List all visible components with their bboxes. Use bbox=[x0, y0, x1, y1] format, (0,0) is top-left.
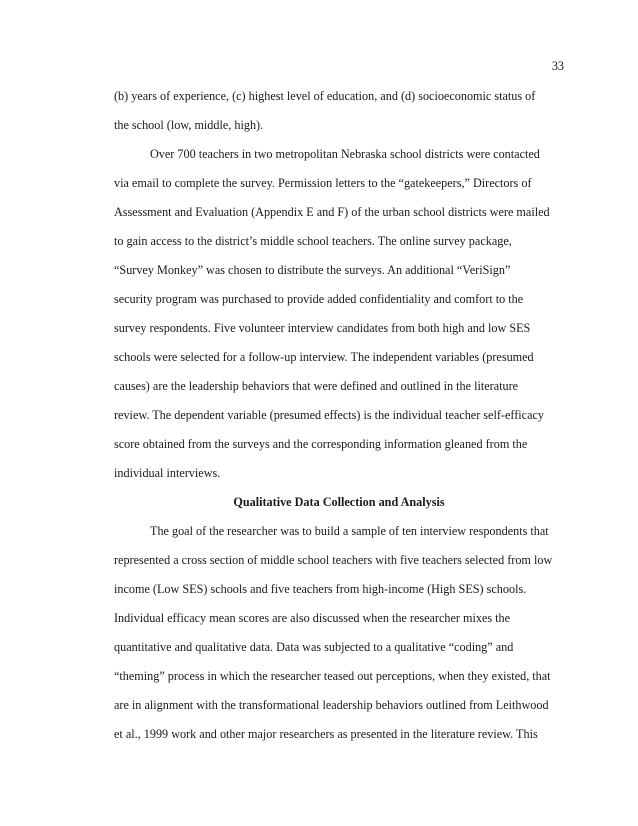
section-heading: Qualitative Data Collection and Analysis bbox=[233, 495, 445, 509]
text-line: quantitative and qualitative data. Data was subjected to a qualitative “coding” and bbox=[114, 640, 514, 654]
text-line: (b) years of experience, (c) highest level of education, and (d) socioeconomic status of bbox=[114, 89, 536, 103]
text-line: score obtained from the surveys and the corresponding information gleaned from the bbox=[114, 437, 528, 451]
text-line: Individual efficacy mean scores are also discussed when the researcher mixes the bbox=[114, 611, 511, 625]
text-line: schools were selected for a follow-up interview. The independent variables (presumed bbox=[114, 350, 534, 364]
text-line: et al., 1999 work and other major researchers as presented in the literature review. This bbox=[114, 727, 538, 741]
text-line: causes) are the leadership behaviors that were defined and outlined in the literature bbox=[114, 379, 519, 393]
text-line: represented a cross section of middle school teachers with five teachers selected from low bbox=[114, 553, 553, 567]
text-line: the school (low, middle, high). bbox=[114, 118, 264, 132]
text-line: survey respondents. Five volunteer interview candidates from both high and low SES bbox=[114, 321, 531, 335]
text-line: review. The dependent variable (presumed effects) is the individual teacher self-efficacy bbox=[114, 408, 544, 422]
text-line: “Survey Monkey” was chosen to distribute the surveys. An additional “VeriSign” bbox=[114, 263, 511, 277]
text-line: security program was purchased to provide added confidentiality and comfort to the bbox=[114, 292, 524, 306]
paragraph-start-line: The goal of the researcher was to build a sample of ten interview respondents that bbox=[150, 524, 549, 538]
text-line: income (Low SES) schools and five teachers from high-income (High SES) schools. bbox=[114, 582, 527, 596]
text-line: to gain access to the district’s middle school teachers. The online survey package, bbox=[114, 234, 512, 248]
paragraph-start-line: Over 700 teachers in two metropolitan Nebraska school districts were contacted bbox=[150, 147, 540, 161]
text-line: Assessment and Evaluation (Appendix E and F) of the urban school districts were mailed bbox=[114, 205, 550, 219]
text-line: “theming” process in which the researcher teased out perceptions, when they existed, that bbox=[114, 669, 551, 683]
text-line: individual interviews. bbox=[114, 466, 221, 480]
text-line: are in alignment with the transformational leadership behaviors outlined from Leithwood bbox=[114, 698, 549, 712]
page-number: 33 bbox=[551, 59, 564, 73]
body-text bbox=[114, 82, 564, 749]
text-line: via email to complete the survey. Permission letters to the “gatekeepers,” Directors of bbox=[114, 176, 532, 190]
